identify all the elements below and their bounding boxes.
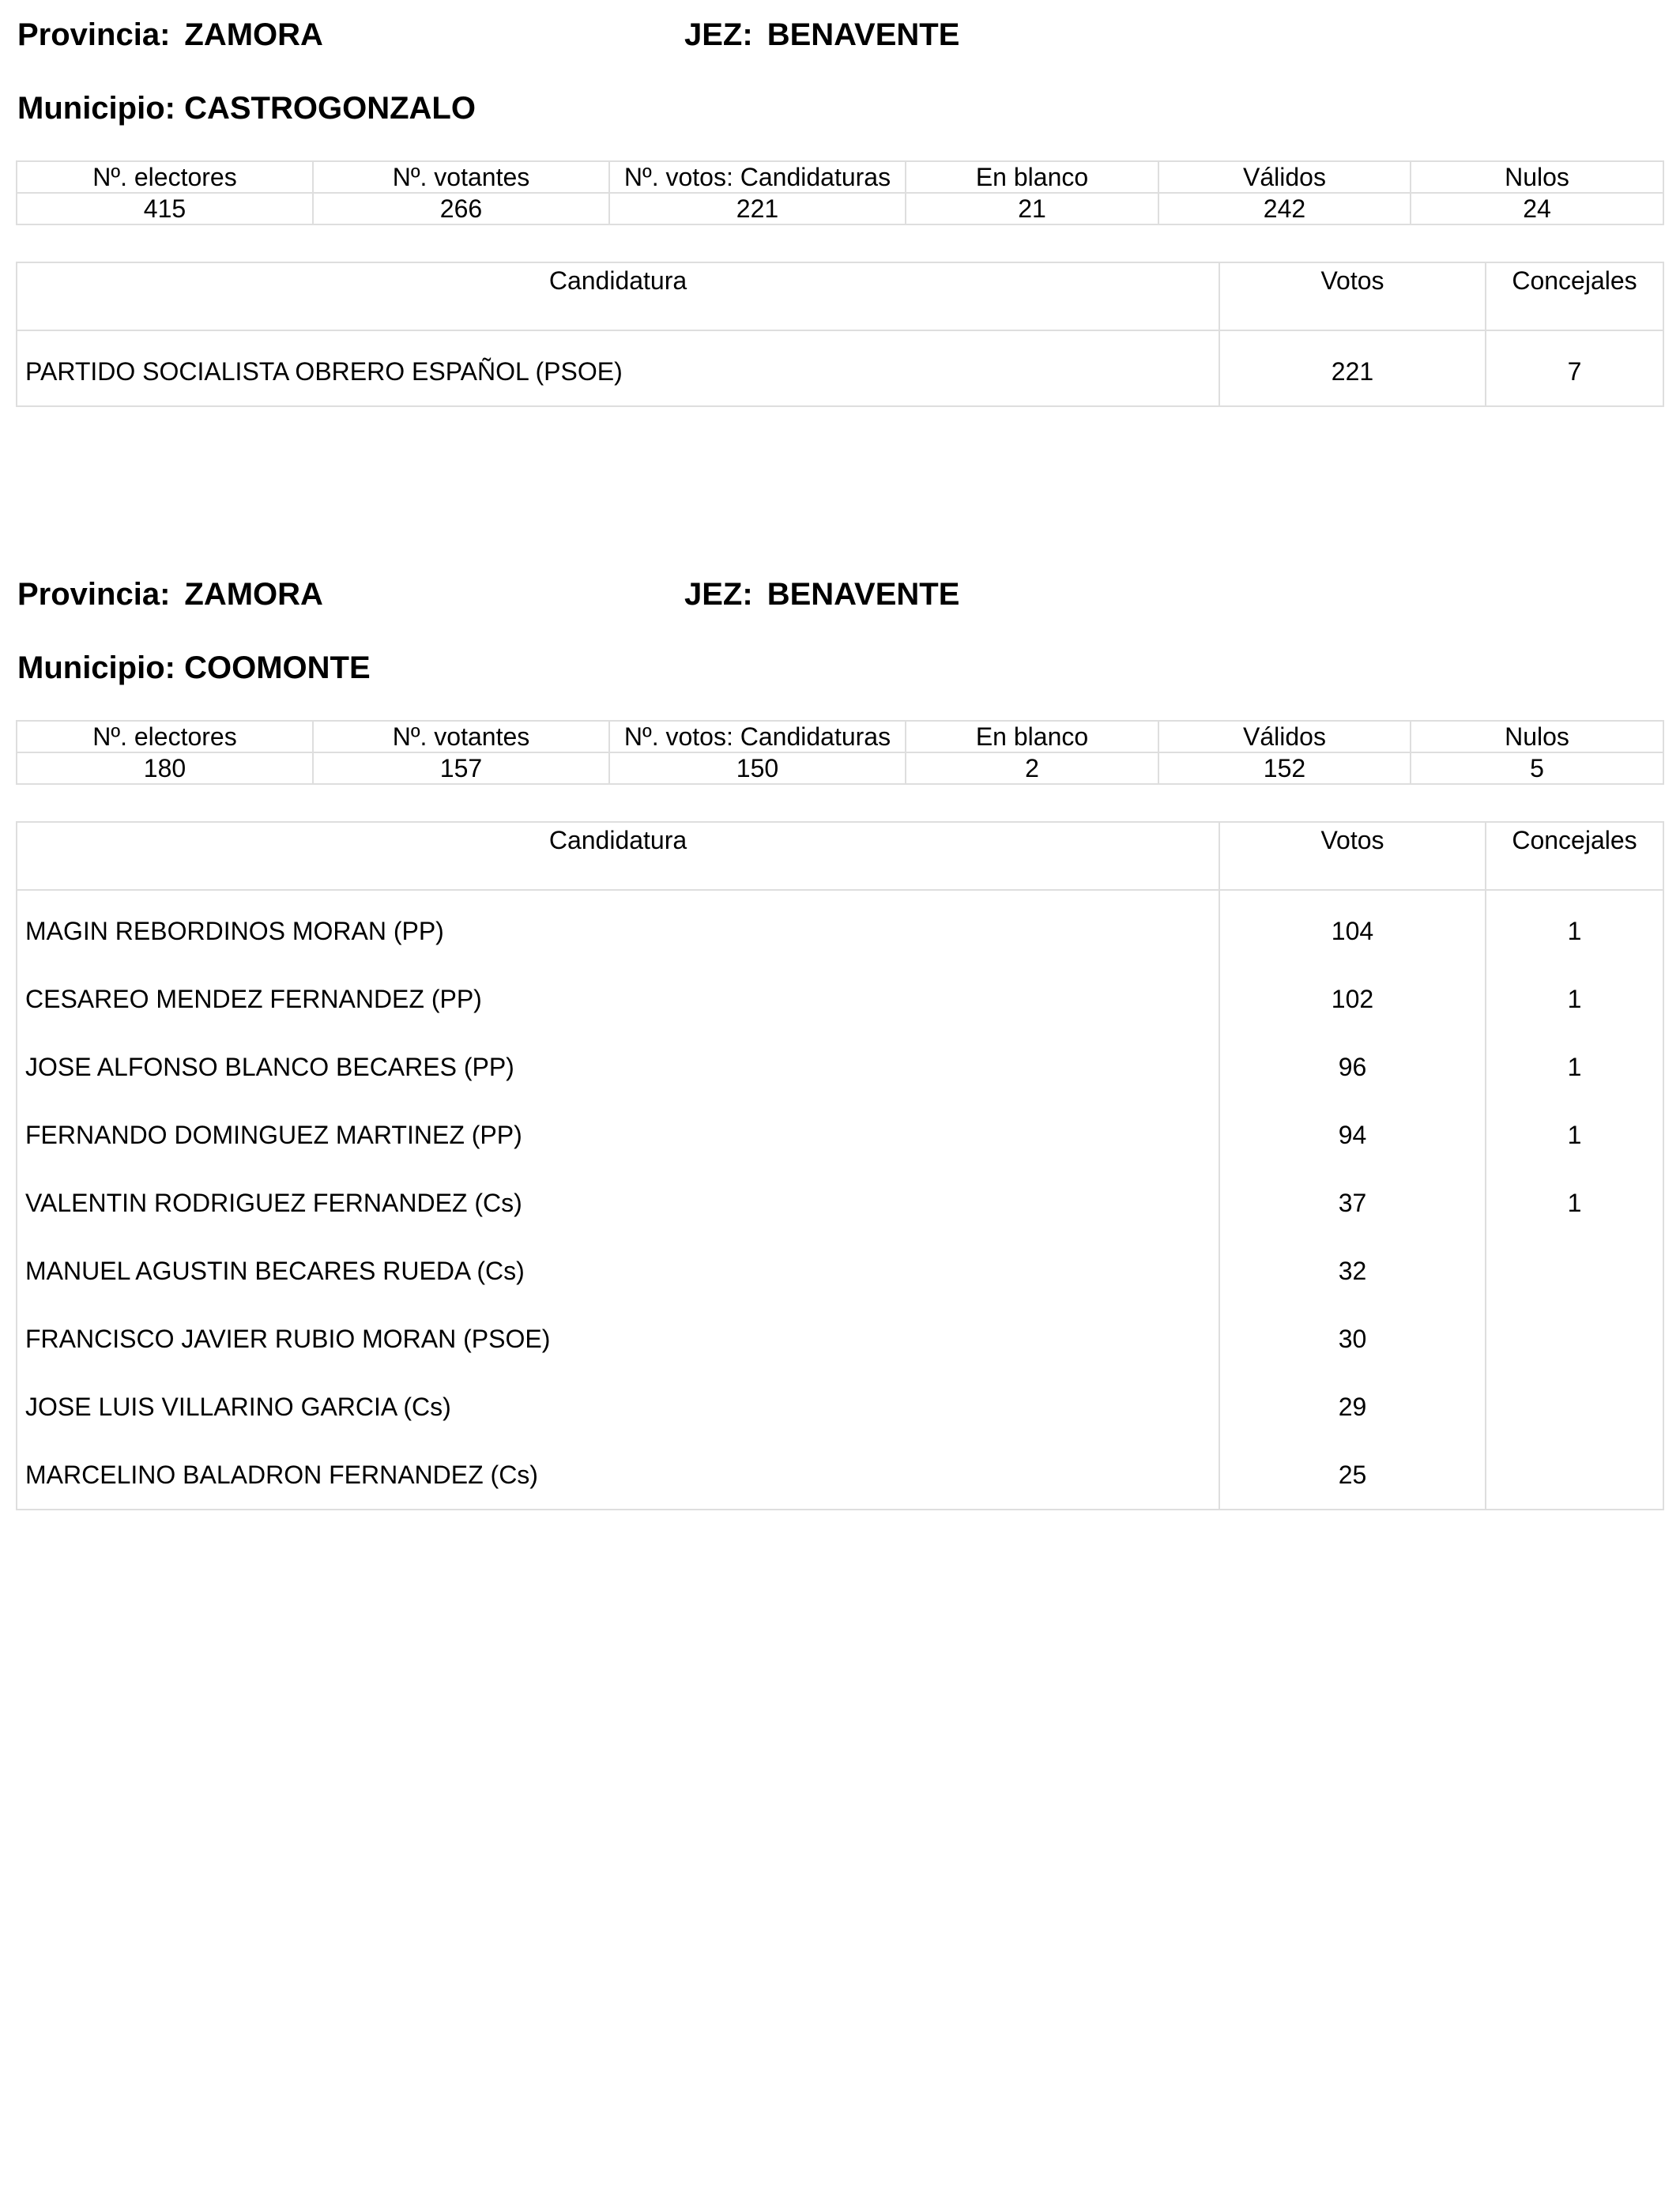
stats-value-cell: 415 bbox=[17, 193, 313, 224]
stats-value-cell: 180 bbox=[17, 752, 313, 784]
table-row bbox=[17, 1305, 1663, 1373]
stats-header-cell: Nº. electores bbox=[17, 161, 313, 193]
table-row bbox=[17, 1101, 1663, 1169]
stats-header-cell: En blanco bbox=[906, 161, 1158, 193]
stats-value-cell: 5 bbox=[1411, 752, 1663, 784]
municipio-heading bbox=[17, 90, 476, 126]
candidate-concejales bbox=[1486, 1305, 1663, 1373]
stats-value-row bbox=[17, 193, 1663, 224]
candidate-name: JOSE ALFONSO BLANCO BECARES (PP) bbox=[17, 1033, 1219, 1101]
jez-heading bbox=[684, 576, 959, 613]
candidate-name: FERNANDO DOMINGUEZ MARTINEZ (PP) bbox=[17, 1101, 1219, 1169]
candidate-votos: 96 bbox=[1219, 1033, 1486, 1101]
municipio-value: COOMONTE bbox=[184, 650, 371, 685]
stats-header-cell: Nº. votantes bbox=[313, 721, 609, 752]
stats-value-cell: 21 bbox=[906, 193, 1158, 224]
stats-value-cell: 221 bbox=[609, 193, 906, 224]
candidate-concejales bbox=[1486, 1373, 1663, 1441]
stats-header-cell: Nulos bbox=[1411, 721, 1663, 752]
candidate-concejales bbox=[1486, 1441, 1663, 1510]
candidate-votos: 102 bbox=[1219, 965, 1486, 1033]
stats-header-cell: Nº. votantes bbox=[313, 161, 609, 193]
table-row bbox=[17, 1373, 1663, 1441]
stats-header-cell: En blanco bbox=[906, 721, 1158, 752]
stats-table bbox=[16, 720, 1664, 785]
provincia-value: ZAMORA bbox=[184, 577, 323, 612]
candidate-votos: 94 bbox=[1219, 1101, 1486, 1169]
candidate-votos: 29 bbox=[1219, 1373, 1486, 1441]
candidate-name: FRANCISCO JAVIER RUBIO MORAN (PSOE) bbox=[17, 1305, 1219, 1373]
candidate-name: CESAREO MENDEZ FERNANDEZ (PP) bbox=[17, 965, 1219, 1033]
table-row bbox=[17, 330, 1663, 406]
stats-value-cell: 157 bbox=[313, 752, 609, 784]
municipio-heading bbox=[17, 650, 371, 686]
candidate-name: MARCELINO BALADRON FERNANDEZ (Cs) bbox=[17, 1441, 1219, 1510]
candidate-votos: 30 bbox=[1219, 1305, 1486, 1373]
votos-header: Votos bbox=[1219, 262, 1486, 330]
candidates-table bbox=[16, 262, 1664, 407]
candidate-votos: 104 bbox=[1219, 890, 1486, 965]
stats-header-cell: Nulos bbox=[1411, 161, 1663, 193]
table-row bbox=[17, 1441, 1663, 1510]
candidate-concejales: 1 bbox=[1486, 1033, 1663, 1101]
candidate-concejales: 1 bbox=[1486, 890, 1663, 965]
stats-header-cell: Nº. electores bbox=[17, 721, 313, 752]
jez-heading bbox=[684, 17, 959, 53]
table-row bbox=[17, 1033, 1663, 1101]
table-row bbox=[17, 1237, 1663, 1305]
table-row bbox=[17, 1169, 1663, 1237]
stats-header-row bbox=[17, 161, 1663, 193]
candidate-concejales: 1 bbox=[1486, 1101, 1663, 1169]
candidates-header-row bbox=[17, 822, 1663, 890]
candidate-concejales: 7 bbox=[1486, 330, 1663, 406]
stats-value-cell: 2 bbox=[906, 752, 1158, 784]
provincia-label: Provincia: bbox=[17, 17, 171, 52]
candidatura-header: Candidatura bbox=[17, 262, 1219, 330]
stats-value-cell: 150 bbox=[609, 752, 906, 784]
provincia-label: Provincia: bbox=[17, 577, 171, 612]
candidate-name: MANUEL AGUSTIN BECARES RUEDA (Cs) bbox=[17, 1237, 1219, 1305]
stats-value-cell: 24 bbox=[1411, 193, 1663, 224]
stats-header-cell: Válidos bbox=[1158, 161, 1411, 193]
candidates-header-row bbox=[17, 262, 1663, 330]
jez-value: BENAVENTE bbox=[767, 577, 960, 612]
candidate-name: PARTIDO SOCIALISTA OBRERO ESPAÑOL (PSOE) bbox=[17, 330, 1219, 406]
stats-header-cell: Válidos bbox=[1158, 721, 1411, 752]
municipio-value: CASTROGONZALO bbox=[184, 91, 476, 126]
stats-value-cell: 266 bbox=[313, 193, 609, 224]
candidates-table bbox=[16, 821, 1664, 1510]
jez-label: JEZ: bbox=[684, 577, 753, 612]
provincia-value: ZAMORA bbox=[184, 17, 323, 52]
candidate-votos: 221 bbox=[1219, 330, 1486, 406]
stats-header-cell: Nº. votos: Candidaturas bbox=[609, 721, 906, 752]
stats-value-row bbox=[17, 752, 1663, 784]
provincia-heading bbox=[17, 576, 323, 613]
candidate-name: MAGIN REBORDINOS MORAN (PP) bbox=[17, 890, 1219, 965]
stats-header-cell: Nº. votos: Candidaturas bbox=[609, 161, 906, 193]
votos-header: Votos bbox=[1219, 822, 1486, 890]
municipio-label: Municipio: bbox=[17, 91, 175, 126]
stats-table bbox=[16, 160, 1664, 225]
stats-value-cell: 152 bbox=[1158, 752, 1411, 784]
candidate-votos: 37 bbox=[1219, 1169, 1486, 1237]
concejales-header: Concejales bbox=[1486, 822, 1663, 890]
table-row bbox=[17, 890, 1663, 965]
municipio-label: Municipio: bbox=[17, 650, 175, 685]
candidate-votos: 32 bbox=[1219, 1237, 1486, 1305]
table-row bbox=[17, 965, 1663, 1033]
jez-label: JEZ: bbox=[684, 17, 753, 52]
candidate-votos: 25 bbox=[1219, 1441, 1486, 1510]
provincia-heading bbox=[17, 17, 323, 53]
candidate-concejales: 1 bbox=[1486, 1169, 1663, 1237]
stats-value-cell: 242 bbox=[1158, 193, 1411, 224]
candidate-name: JOSE LUIS VILLARINO GARCIA (Cs) bbox=[17, 1373, 1219, 1441]
concejales-header: Concejales bbox=[1486, 262, 1663, 330]
candidatura-header: Candidatura bbox=[17, 822, 1219, 890]
candidate-concejales: 1 bbox=[1486, 965, 1663, 1033]
jez-value: BENAVENTE bbox=[767, 17, 960, 52]
candidate-concejales bbox=[1486, 1237, 1663, 1305]
candidate-name: VALENTIN RODRIGUEZ FERNANDEZ (Cs) bbox=[17, 1169, 1219, 1237]
stats-header-row bbox=[17, 721, 1663, 752]
